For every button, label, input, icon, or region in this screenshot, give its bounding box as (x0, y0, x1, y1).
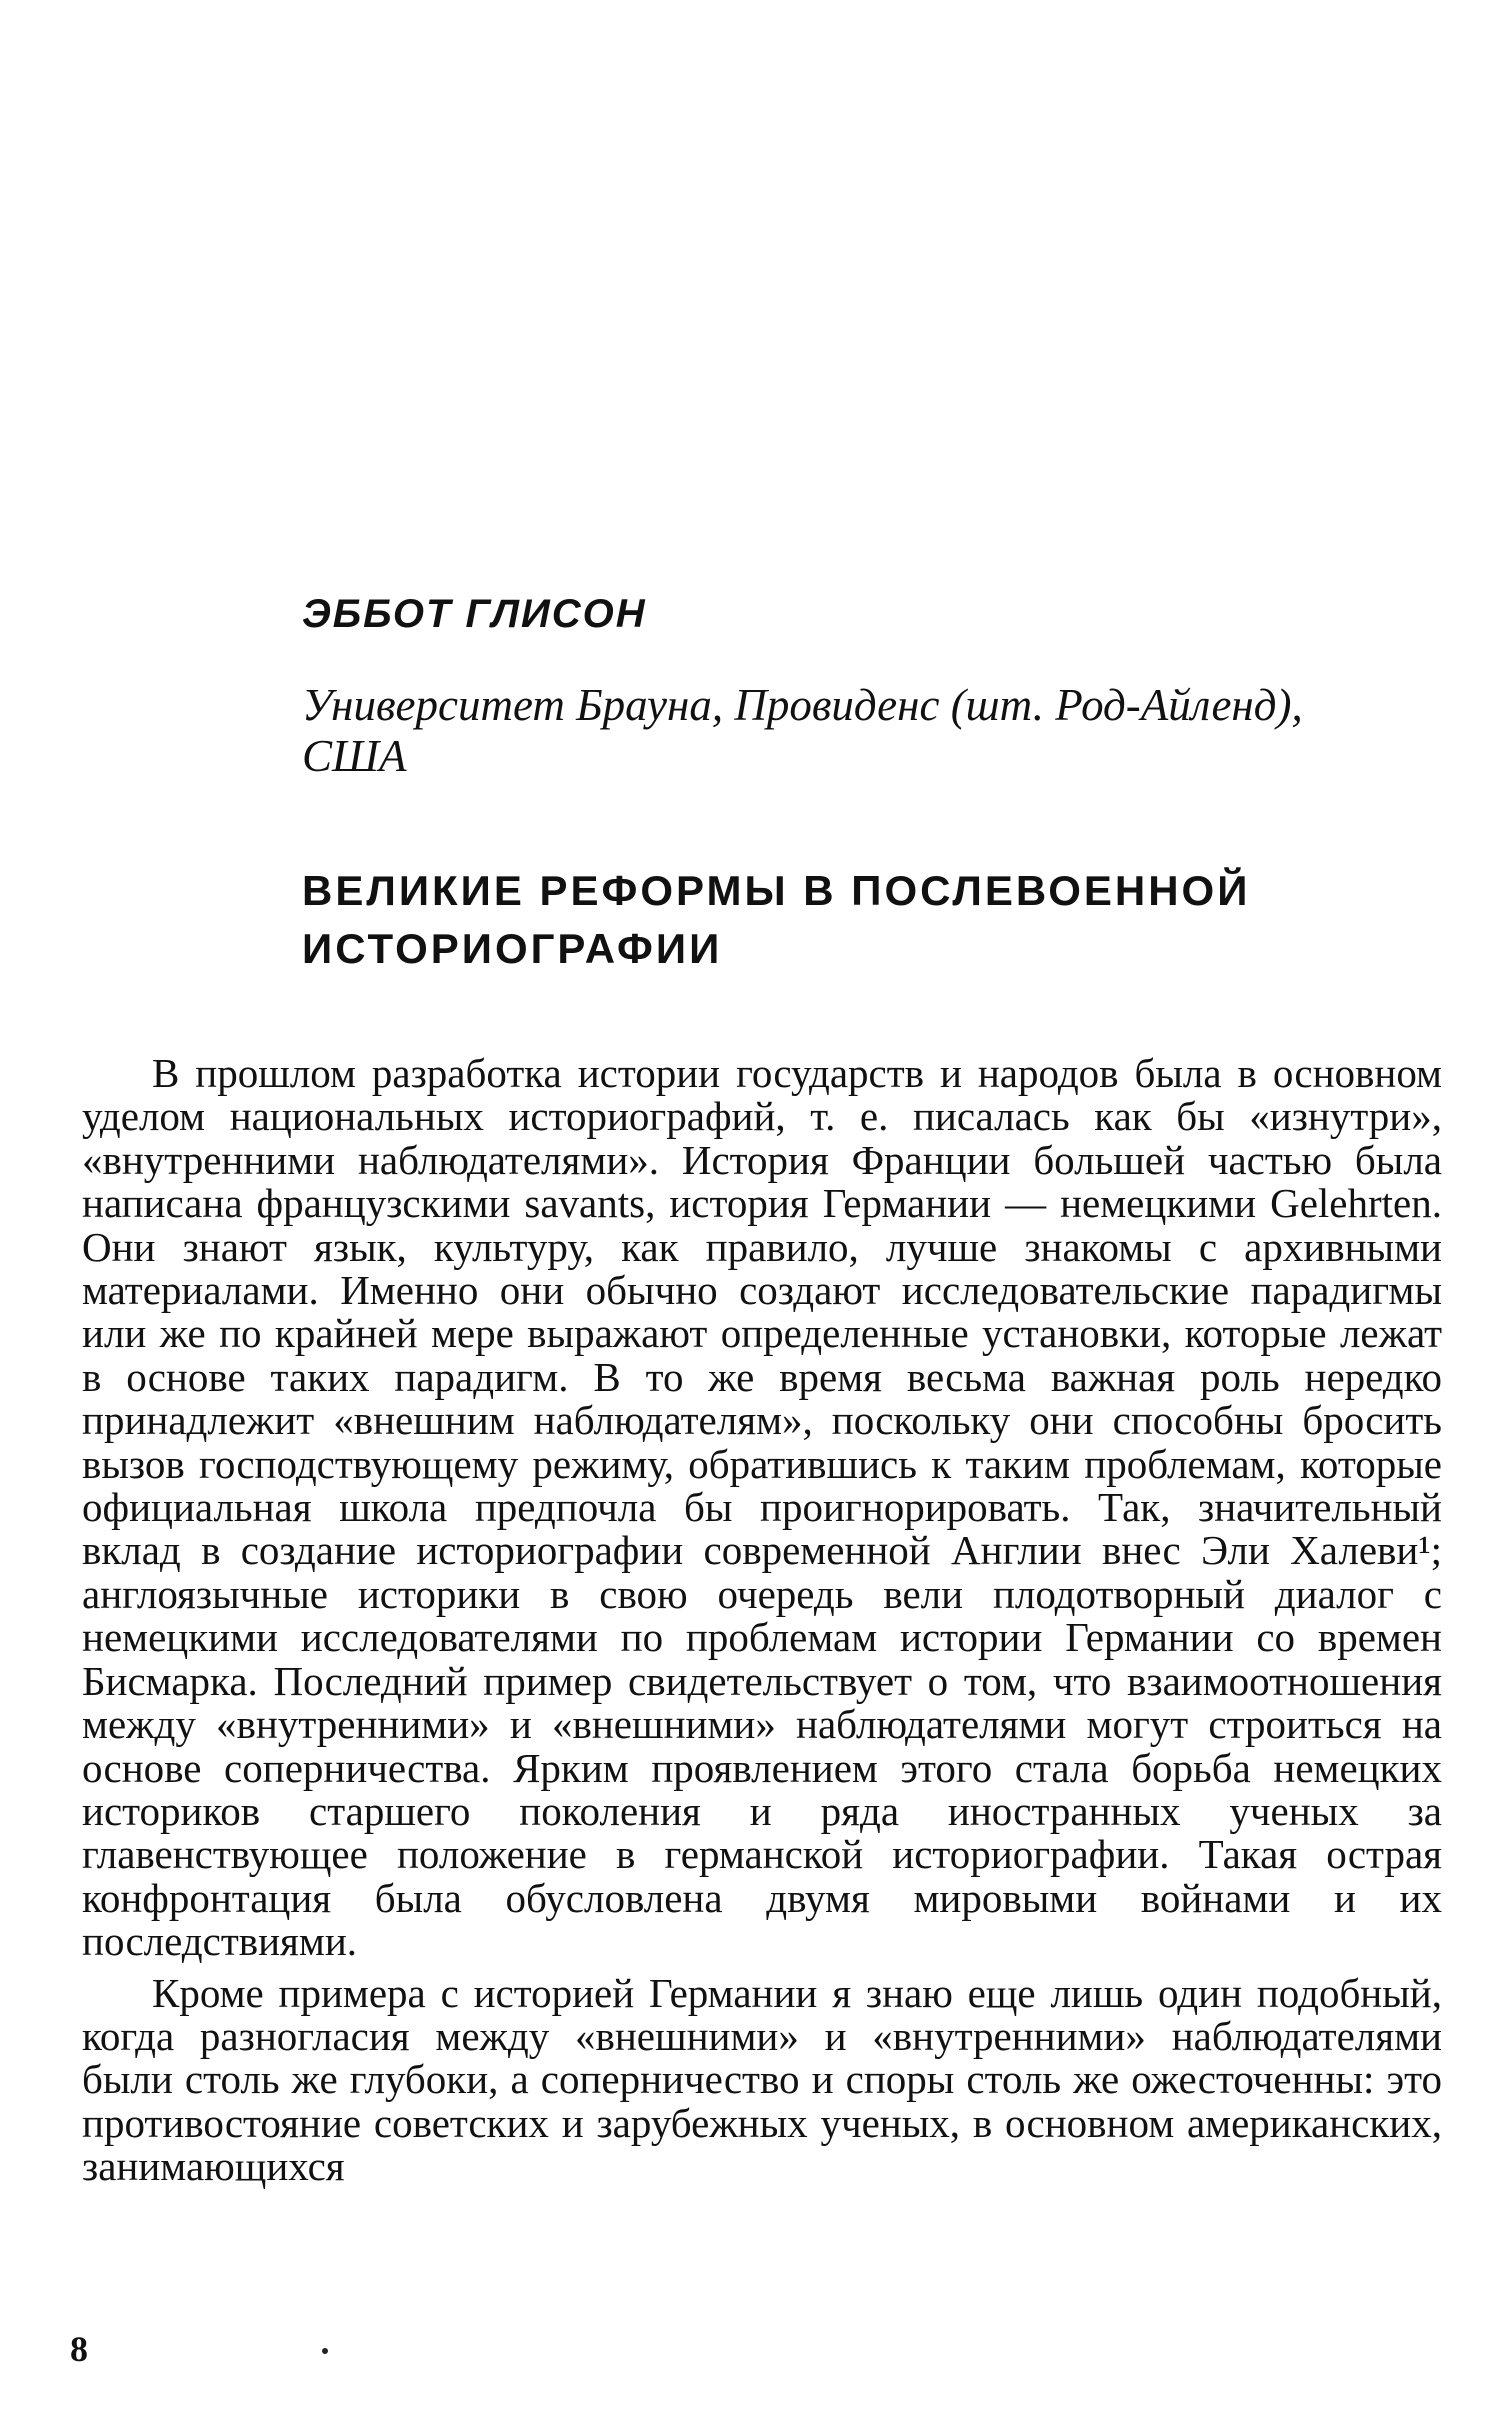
article-title: ВЕЛИКИЕ РЕФОРМЫ В ПОСЛЕВОЕННОЙ ИСТОРИОГРАФИИ (302, 867, 1251, 972)
article-body (82, 1052, 1442, 2189)
author-name: ЭББОТ ГЛИСОН (302, 592, 647, 636)
page-number: 8 (70, 2329, 88, 2369)
body-paragraph: Кроме примера с историей Германии я знаю еще лишь один подобный, когда разногласия между «внешними» и «внутренними» наблюдателями были столь же глубоки, а соперничество и споры столь же ожесточенны: это противостояние советских и зарубежных ученых, в основном американских, занимающихся (82, 1969, 1442, 2190)
author-affiliation: Университет Брауна, Провиденс (шт. Род-Айленд), США (302, 680, 1303, 781)
print-speck (322, 2348, 328, 2354)
body-paragraph: В прошлом разработка истории государств и народов была в основном уделом национальных историографий, т. е. писалась как бы «изнутри», «внутренними наблюдателями». История Франции большей частью была написана французскими savants, история Германии — немецкими Gelehrten. Они знают язык, культуру, как правило, лучше знакомы с архивными материалами. Именно они обычно создают исследовательские парадигмы или же по крайней мере выражают определенные установки, которые лежат в основе таких парадигм. В то же время весьма важная роль нередко принадлежит «внешним наблюдателям», поскольку они способны бросить вызов господствующему режиму, обратившись к таким проблемам, которые официальная школа предпочла бы проигнорировать. Так, значительный вклад в создание историографии современной Англии внес Эли Халеви¹; англоязычные историки в свою очередь вели плодотворный диалог с немецкими исследователями по проблемам истории Германии со времен Бисмарка. Последний пример свидетельствует о том, что взаимоотношения между «внутренними» и «внешними» наблюдателями могут строиться на основе соперничества. Ярким проявлением этого стала борьба немецких историков старшего поколения и ряда иностранных ученых за главенствующее положение в германской историографии. Такая острая конфронтация была обусловлена двумя мировыми войнами и их последствиями. (82, 1050, 1442, 1965)
